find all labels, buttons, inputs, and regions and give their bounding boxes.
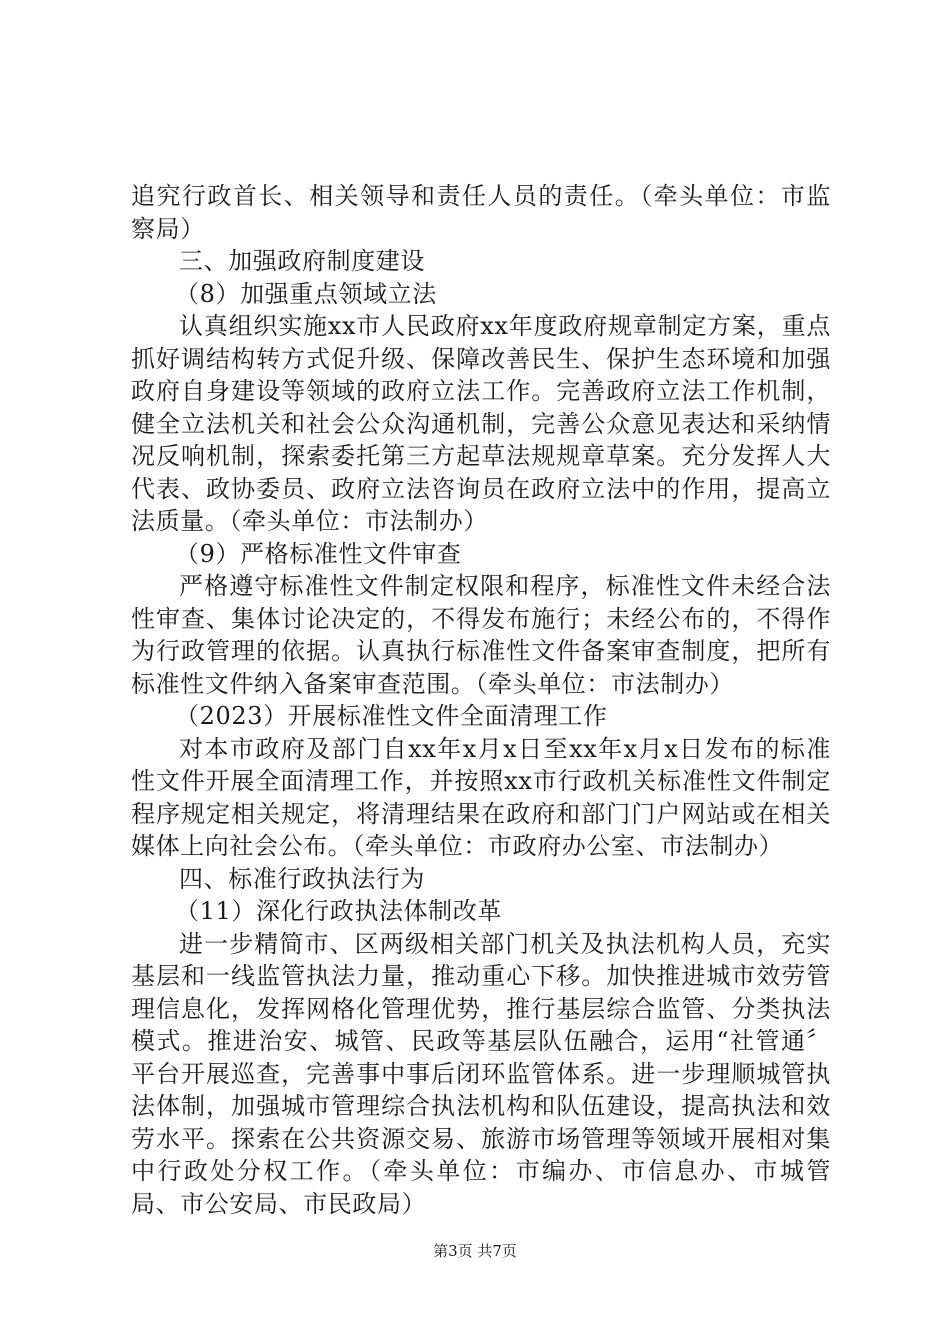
- item-heading-9: （9）严格标准性文件审查: [175, 539, 462, 568]
- paragraph-document-review: 严格遵守标准性文件制定权限和程序，标准性文件未经合法性审查、集体讨论决定的，不得发布施行；未经公布的，不得作为行政管理的依据。认真执行标准性文件备案审查制度，把所有标准性文件纳入备案审查范围。（牵头单位：市法制办）: [131, 572, 831, 698]
- item-heading-2023: （2023）开展标准性文件全面清理工作: [175, 702, 608, 730]
- document-body: [131, 180, 831, 1220]
- page-footer: [0, 1240, 950, 1261]
- item-heading-11: （11）深化行政执法体制改革: [175, 897, 502, 925]
- section-heading-4: 四、标准行政执法行为: [179, 864, 425, 893]
- paragraph-legislation: 认真组织实施xx市人民政府xx年度政府规章制定方案，重点抓好调结构转方式促升级、保障改善民生、保护生态环境和加强政府自身建设等领域的政府立法工作。完善政府立法工作机制，健全立法机关和社会公众沟通机制，完善公众意见表达和采纳情况反响机制，探索委托第三方起草法规规章草案。充分发挥人大代表、政协委员、政府立法咨询员在政府立法中的作用，提高立法质量。（牵头单位：市法制办）: [131, 312, 831, 535]
- paragraph-document-cleanup: 对本市政府及部门自xx年x月x日至xx年x月x日发布的标准性文件开展全面清理工作，并按照xx市行政机关标准性文件制定程序规定相关规定，将清理结果在政府和部门门户网站或在相关媒体上向社会公布。（牵头单位：市政府办公室、市法制办）: [131, 734, 831, 860]
- page-number-label: 第3页 共7页: [433, 1242, 517, 1260]
- section-heading-3: 三、加强政府制度建设: [179, 247, 425, 275]
- paragraph-continuation: 追究行政首长、相关领导和责任人员的责任。（牵头单位：市监察局）: [131, 182, 831, 243]
- paragraph-enforcement-reform: 进一步精简市、区两级相关部门机关及执法机构人员，充实基层和一线监管执法力量，推动重心下移。加快推进城市效劳管理信息化，发挥网格化管理优势，推行基层综合监管、分类执法模式。推进治安、城管、民政等基层队伍融合，运用“社管通〞平台开展巡查，完善事中事后闭环监管体系。进一步理顺城管执法体制，加强城市管理综合执法机构和队伍建设，提高执法和效劳水平。探索在公共资源交易、旅游市场管理等领域开展相对集中行政处分权工作。（牵头单位：市编办、市信息办、市城管局、市公安局、市民政局）: [131, 929, 831, 1218]
- item-heading-8: （8）加强重点领域立法: [175, 279, 437, 308]
